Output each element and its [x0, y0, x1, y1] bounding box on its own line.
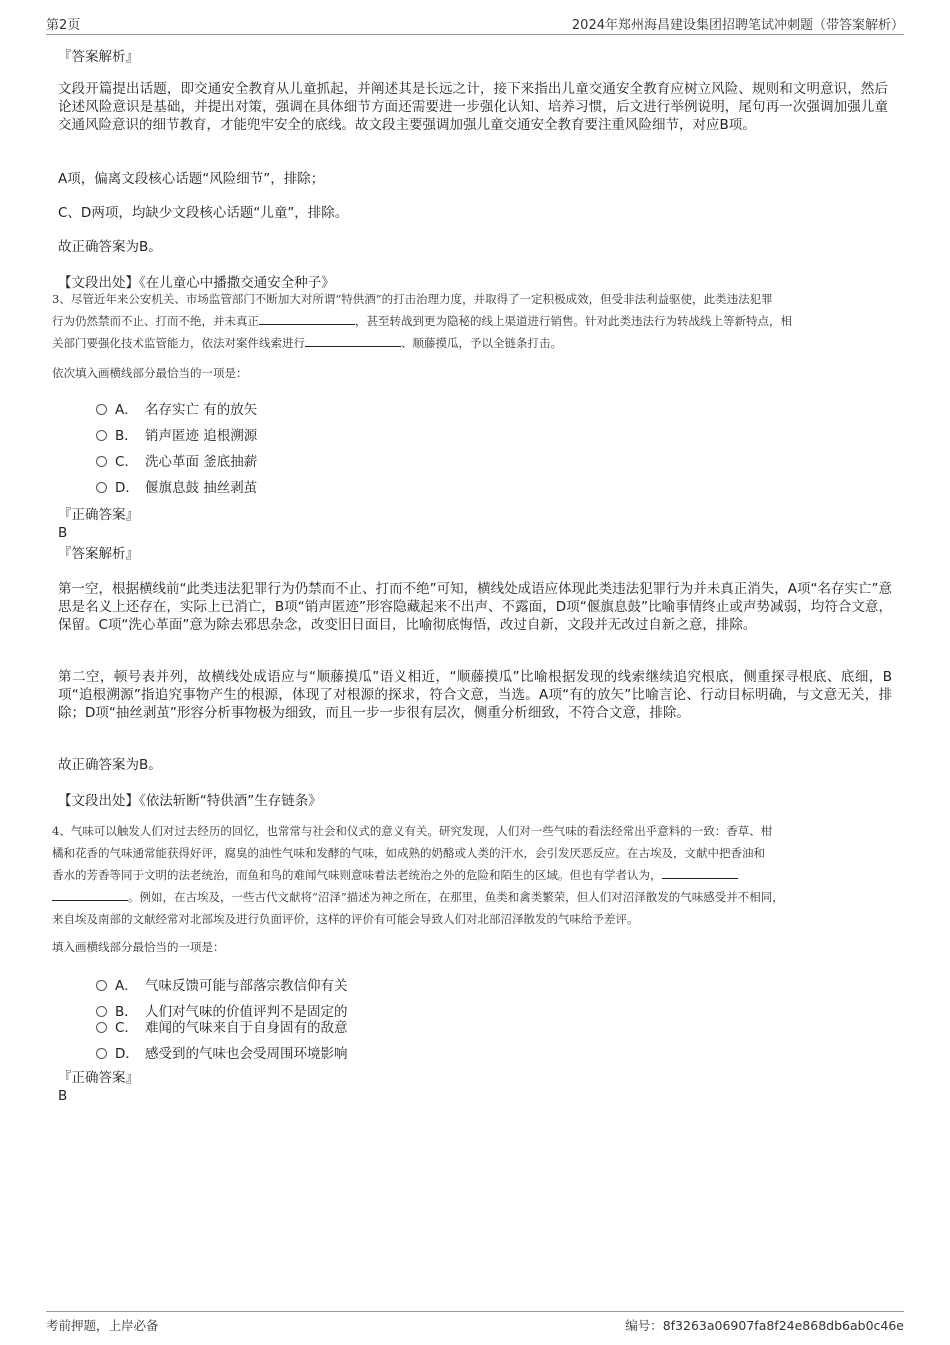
page-number: 第2页: [46, 18, 81, 33]
q3-option-d[interactable]: D． 偃旗息鼓 抽丝剥茧: [96, 476, 257, 496]
footer-slogan: 考前押题，上岸必备: [46, 1318, 159, 1333]
q3-stem-line2: 行为仍然禁而不止、打而不绝，并未真正 ，甚至转战到更为隐秘的线上渠道进行销售。针对此类违法行为转战线上等新特点，相: [52, 314, 792, 328]
radio-icon[interactable]: [96, 1022, 107, 1033]
q2-analysis-text: 文段开篇提出话题，即交通安全教育从儿童抓起，并阐述其是长远之计，接下来指出儿童交通安全教育应树立风险、规则和文明意识，然后论述风险意识是基础，并提出对策，强调在具体细节方面还需要进一步强化认知、培养习惯，后文进行举例说明，尾句再一次强调加强儿童交通风险意识的细节教育，才能兜牢安全的底线。故文段主要强调加强儿童交通安全教育要注重风险细节，对应B项。: [58, 81, 888, 133]
q2-analysis-label: 『答案解析』: [58, 49, 139, 65]
q4-answer: B: [58, 1088, 68, 1104]
q4-option-a[interactable]: A． 气味反馈可能与部落宗教信仰有关: [96, 974, 348, 994]
q3-stem-line3: 关部门要强化技术监管能力，依法对案件线索进行 、顺藤摸瓜，予以全链条打击。: [52, 336, 562, 350]
radio-icon[interactable]: [96, 430, 107, 441]
q3-conclusion: 故正确答案为B。: [58, 757, 162, 773]
q3-analysis-1: 第一空，根据横线前“此类违法犯罪行为仍禁而不止、打而不绝”可知，横线处成语应体现此类违法犯罪行为并未真正消失，A项“名存实亡”意思是名义上还存在，实际上已消亡，B项“销声匿迹”形容隐藏起来不出声、不露面，D项“偃旗息鼓”比喻事情终止或声势减弱，均符合文意，保留。C项“洗心革面”意为除去邪思杂念，改变旧日面目，比喻彻底悔悟，改过自新，文段并无改过自新之意，排除。: [58, 581, 892, 633]
radio-icon[interactable]: [96, 456, 107, 467]
radio-icon[interactable]: [96, 980, 107, 991]
q4-blank-1a: [662, 866, 738, 879]
q3-blank-2: [305, 334, 401, 347]
q3-source: 【文段出处】《依法斩断“特供酒”生存链条》: [58, 793, 322, 809]
q3-analysis-2: 第二空，顿号表并列，故横线处成语应与“顺藤摸瓜”语义相近，“顺藤摸瓜”比喻根据发现的线索继续追究根底，侧重探寻根底、底细，B项“追根溯源”指追究事物产生的根源，体现了对根源的探求，符合文意，当选。A项“有的放矢”比喻言论、行动目标明确，与文意无关，排除；D项“抽丝剥茧”形容分析事物极为细致，而且一步一步很有层次，侧重分析细致，不符合文意，排除。: [58, 669, 892, 721]
q3-stem-line1: 3、尽管近年来公安机关、市场监管部门不断加大对所谓“特供酒”的打击治理力度，并取得了一定积极成效，但受非法利益驱使，此类违法犯罪: [52, 292, 773, 306]
q3-stem: [52, 288, 900, 354]
radio-icon[interactable]: [96, 1048, 107, 1059]
q4-stem-line4: 。例如，在古埃及，一些古代文献将“沼泽”描述为神之所在，在那里，鱼类和禽类繁荣，但人们对沼泽散发的气味感受并不相同，: [52, 886, 900, 908]
q3-blank-1: [259, 312, 355, 325]
q3-prompt: 依次填入画横线部分最恰当的一项是：: [52, 366, 248, 380]
q2-conclusion: 故正确答案为B。: [58, 239, 162, 255]
q2-option-cd-note: C、D两项，均缺少文段核心话题“儿童”，排除。: [58, 205, 349, 221]
q3-option-c[interactable]: C． 洗心革面 釜底抽薪: [96, 450, 257, 470]
q4-stem: [52, 820, 900, 930]
radio-icon[interactable]: [96, 404, 107, 415]
q4-stem-line2: 橘和花香的气味通常能获得好评，腐臭的油性气味和发酵的气味，如成熟的奶酪或人类的汗水，会引发厌恶反应。在古埃及，文献中把香油和: [52, 846, 765, 860]
q4-answer-label: 『正确答案』: [58, 1070, 139, 1086]
page-footer: [46, 1311, 904, 1334]
q4-option-b[interactable]: B． 人们对气味的价值评判不是固定的: [96, 1000, 348, 1020]
radio-icon[interactable]: [96, 1006, 107, 1017]
q2-option-a-note: A项，偏离文段核心话题“风险细节”，排除；: [58, 171, 325, 187]
q3-answer-label: 『正确答案』: [58, 507, 139, 523]
q4-stem-line3: 香水的芳香等同于文明的法老统治，而鱼和鸟的难闻气味则意味着法老统治之外的危险和陌生的区域。但也有学者认为，: [52, 864, 900, 886]
q4-option-d[interactable]: D． 感受到的气味也会受周围环境影响: [96, 1042, 348, 1062]
document-id: 编号：8f3263a06907fa8f24e868db6ab0c46e: [625, 1318, 904, 1333]
q4-prompt: 填入画横线部分最恰当的一项是：: [52, 940, 225, 954]
q4-stem-line1: 4、气味可以触发人们对过去经历的回忆，也常常与社会和仪式的意义有关。研究发现，人们对一些气味的看法经常出乎意料的一致：香草、柑: [52, 824, 773, 838]
document-title: 2024年郑州海昌建设集团招聘笔试冲刺题（带答案解析）: [571, 18, 904, 33]
q3-option-b[interactable]: B． 销声匿迹 追根溯源: [96, 424, 257, 444]
q4-option-c[interactable]: C． 难闻的气味来自于自身固有的敌意: [96, 1016, 348, 1036]
q3-option-a[interactable]: A． 名存实亡 有的放矢: [96, 398, 257, 418]
radio-icon[interactable]: [96, 482, 107, 493]
q4-stem-line5: 来自埃及南部的文献经常对北部埃及进行负面评价，这样的评价有可能会导致人们对北部沼泽散发的气味给予差评。: [52, 912, 639, 926]
q3-analysis-label: 『答案解析』: [58, 546, 139, 562]
page-header: [46, 12, 904, 35]
q4-blank-1b: [52, 888, 128, 901]
q2-source: 【文段出处】《在儿童心中播撒交通安全种子》: [58, 275, 335, 291]
q3-answer: B: [58, 525, 68, 541]
